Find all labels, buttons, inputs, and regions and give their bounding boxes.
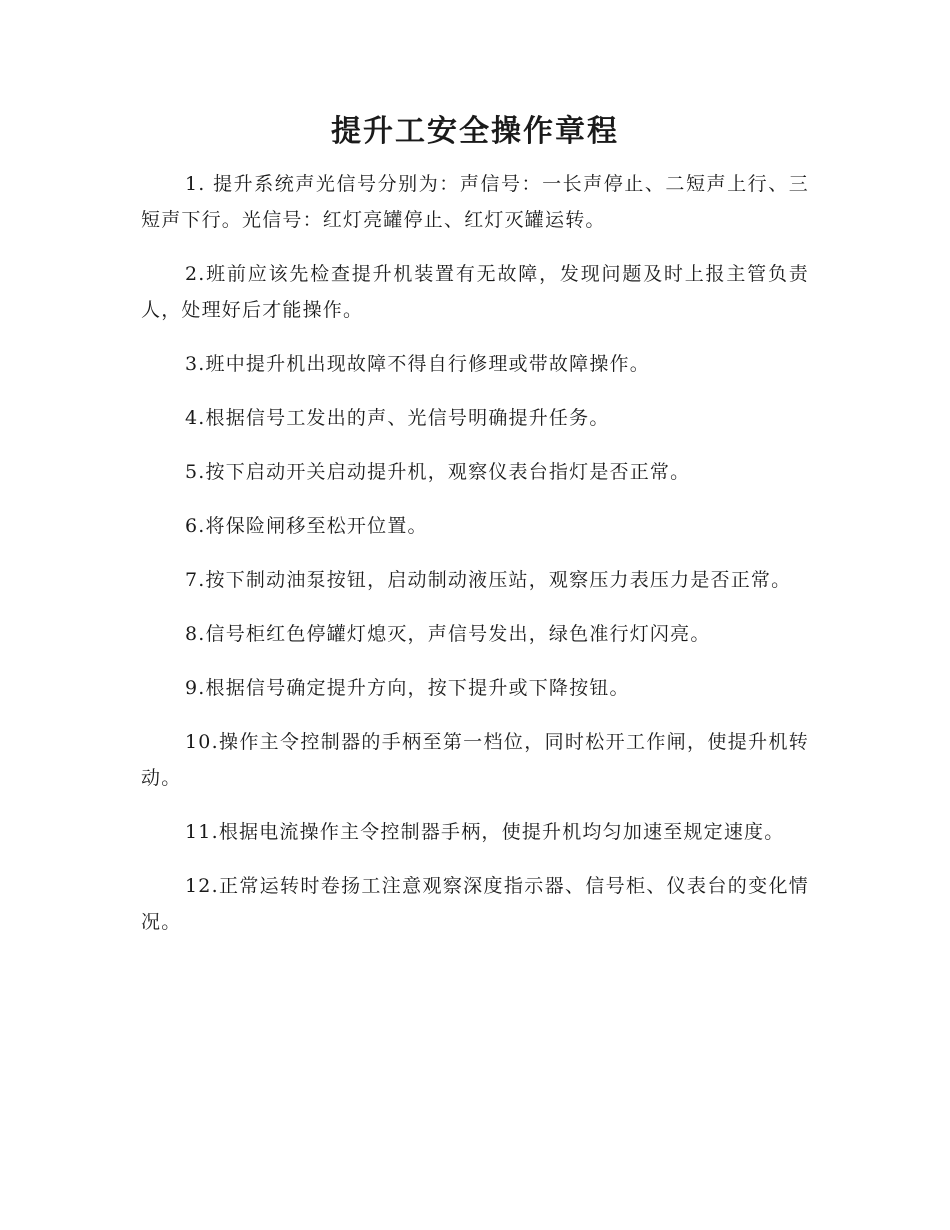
paragraph-6: 6.将保险闸移至松开位置。 [185,515,428,537]
paragraph-11: 11.根据电流操作主令控制器手柄，使提升机均匀加速至规定速度。 [185,821,785,843]
paragraph-4: 4.根据信号工发出的声、光信号明确提升任务。 [185,407,610,429]
paragraph-10: 10.操作主令控制器的手柄至第一档位，同时松开工作闸，使提升机转动。 [141,731,809,789]
paragraph-7: 7.按下制动油泵按钮，启动制动液压站，观察压力表压力是否正常。 [185,569,792,591]
paragraph-8: 8.信号柜红色停罐灯熄灭，声信号发出，绿色准行灯闪亮。 [185,623,711,645]
paragraph-12: 12.正常运转时卷扬工注意观察深度指示器、信号柜、仪表台的变化情况。 [141,875,809,933]
paragraph-3: 3.班中提升机出现故障不得自行修理或带故障操作。 [185,353,650,375]
paragraph-5: 5.按下启动开关启动提升机，观察仪表台指灯是否正常。 [185,461,691,483]
document-title: 提升工安全操作章程 [331,114,619,149]
paragraph-2: 2.班前应该先检查提升机装置有无故障，发现问题及时上报主管负责人，处理好后才能操作。 [141,263,809,321]
paragraph-1: 1. 提升系统声光信号分别为：声信号：一长声停止、二短声上行、三短声下行。光信号：红灯亮罐停止、红灯灭罐运转。 [141,173,809,231]
paragraph-9: 9.根据信号确定提升方向，按下提升或下降按钮。 [185,677,630,699]
document-body [141,166,809,958]
